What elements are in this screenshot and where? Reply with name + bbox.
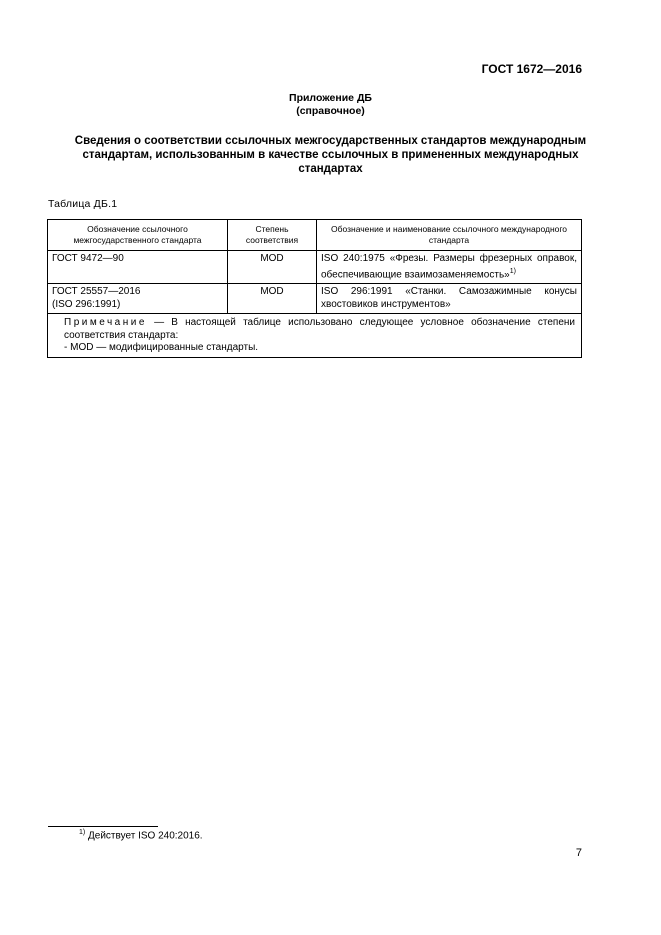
- cell-standard: [48, 284, 228, 314]
- table-row: [48, 284, 582, 314]
- table-note-row: [48, 314, 582, 358]
- annex-type: (справочное): [296, 105, 365, 117]
- table-row: [48, 251, 582, 284]
- standard-code: ГОСТ 9472—90: [52, 253, 124, 264]
- cell-standard: [48, 251, 228, 284]
- note-text: — В настоящей таблице использовано следующее условное обозначение степени соответствия стандарта:: [64, 317, 575, 341]
- note-label: Примечание: [64, 317, 147, 329]
- standard-code: ГОСТ 25557—2016: [52, 286, 141, 298]
- cell-international: ISO 296:1991 «Станки. Самозажимные конусы хвостовиков инструментов»: [317, 284, 582, 314]
- note-item: - MOD — модифицированные стандарты.: [64, 342, 259, 354]
- page-number: 7: [575, 847, 582, 859]
- header-interstate-standard: Обозначение ссылочного межгосударственного стандарта: [48, 220, 228, 251]
- cell-international: [317, 251, 582, 284]
- annex-title: Приложение ДБ: [289, 92, 372, 104]
- cell-degree: MOD: [228, 251, 317, 284]
- footnote-divider: [48, 826, 158, 827]
- footnote-mark: 1): [79, 829, 86, 836]
- cell-degree: MOD: [228, 284, 317, 314]
- annex-heading: Сведения о соответствии ссылочных межгосударственных стандартов международным стандартам, использованным в качестве ссылочных в примененных международных стандартах: [74, 135, 587, 175]
- table-header-row: [48, 220, 582, 251]
- document-code: ГОСТ 1672—2016: [481, 62, 582, 76]
- international-text: ISO 240:1975 «Фрезы. Размеры фрезерных оправок, обеспечивающие взаимозаменяемость»: [321, 253, 577, 280]
- footnote: [79, 829, 203, 841]
- standard-code-extra: (ISO 296:1991): [52, 298, 121, 310]
- header-international-standard: Обозначение и наименование ссылочного международного стандарта: [317, 220, 582, 251]
- note-paragraph: [54, 317, 575, 342]
- header-degree: Степень соответствия: [228, 220, 317, 251]
- table-label: Таблица ДБ.1: [48, 198, 118, 210]
- correspondence-table: [47, 219, 582, 358]
- footnote-text: Действует ISO 240:2016.: [85, 830, 203, 842]
- table-note: [48, 314, 582, 358]
- footnote-reference: 1): [509, 267, 516, 275]
